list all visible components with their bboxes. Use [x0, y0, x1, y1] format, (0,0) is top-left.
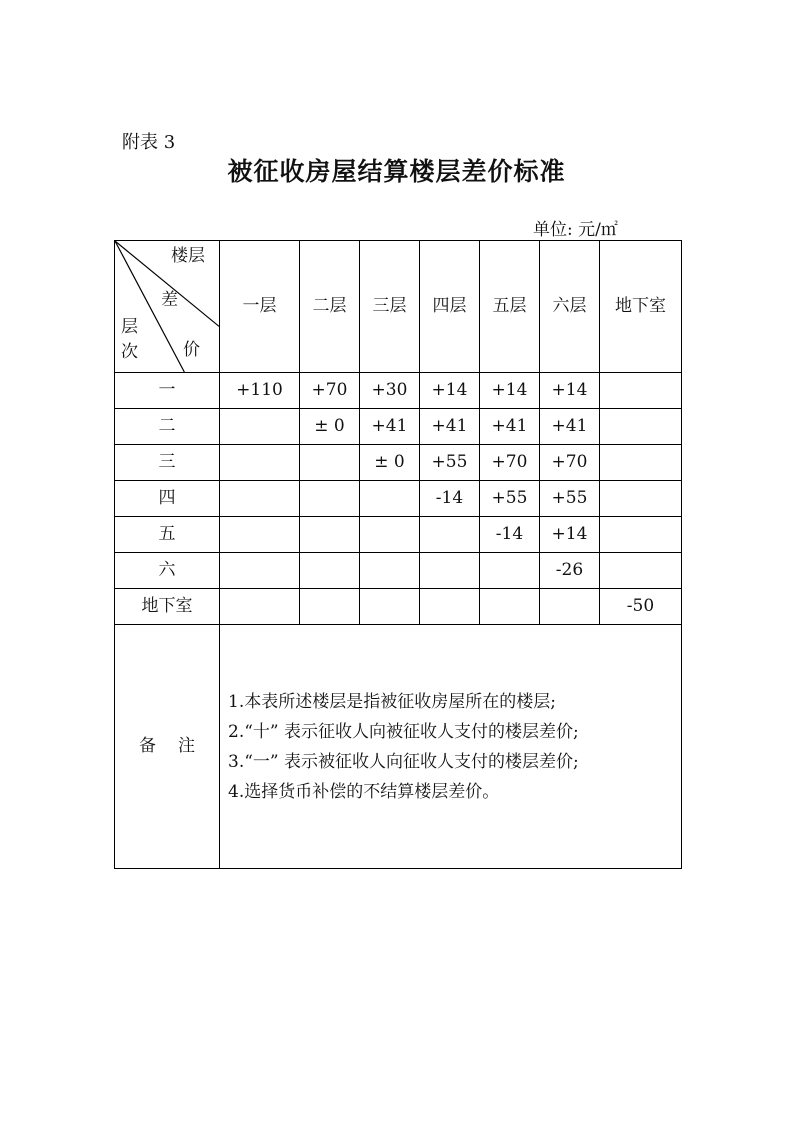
- table-cell: [600, 373, 682, 409]
- table-cell: +110: [220, 373, 300, 409]
- row-label: 五: [115, 517, 220, 553]
- table-cell: +14: [540, 517, 600, 553]
- floor-price-table: [114, 240, 682, 869]
- table-cell: [220, 445, 300, 481]
- table-cell: +70: [480, 445, 540, 481]
- corner-level-label: 层: [121, 317, 138, 337]
- table-cell: [540, 589, 600, 625]
- row-label: 二: [115, 409, 220, 445]
- table-cell: [420, 553, 480, 589]
- table-cell: -50: [600, 589, 682, 625]
- table-cell: [480, 553, 540, 589]
- table-cell: +14: [540, 373, 600, 409]
- remarks-content: [220, 625, 682, 869]
- table-cell: -26: [540, 553, 600, 589]
- table-cell: -14: [420, 481, 480, 517]
- row-label: 一: [115, 373, 220, 409]
- table-cell: +41: [540, 409, 600, 445]
- column-header: 地下室: [600, 241, 682, 373]
- row-label: 四: [115, 481, 220, 517]
- table-cell: [300, 589, 360, 625]
- table-cell: [220, 481, 300, 517]
- table-cell: +70: [300, 373, 360, 409]
- attachment-label: 附表 3: [122, 132, 176, 153]
- table-cell: +14: [420, 373, 480, 409]
- table-cell: ± 0: [360, 445, 420, 481]
- column-header: 六层: [540, 241, 600, 373]
- table-cell: [220, 409, 300, 445]
- table-cell: +41: [480, 409, 540, 445]
- table-cell: ± 0: [300, 409, 360, 445]
- table-row: [115, 445, 682, 481]
- column-header: 四层: [420, 241, 480, 373]
- table-cell: +55: [540, 481, 600, 517]
- corner-floor-label: 楼层: [171, 246, 205, 266]
- table-cell: +41: [360, 409, 420, 445]
- header-row: [115, 241, 682, 373]
- table-cell: +55: [420, 445, 480, 481]
- table-row: [115, 517, 682, 553]
- table-cell: +41: [420, 409, 480, 445]
- table-row: [115, 553, 682, 589]
- column-header: 三层: [360, 241, 420, 373]
- corner-cell: [115, 241, 220, 373]
- row-label: 三: [115, 445, 220, 481]
- table-cell: [600, 553, 682, 589]
- table-cell: [420, 517, 480, 553]
- table-cell: +70: [540, 445, 600, 481]
- remark-item: 2.“十” 表示征收人向被征收人支付的楼层差价;: [228, 721, 579, 742]
- table-cell: [300, 445, 360, 481]
- table-cell: [360, 481, 420, 517]
- remark-item: 3.“一” 表示被征收人向征收人支付的楼层差价;: [228, 751, 579, 772]
- table-cell: [600, 445, 682, 481]
- unit-label: 单位: 元/㎡: [533, 220, 618, 240]
- table-cell: +55: [480, 481, 540, 517]
- table-cell: [300, 553, 360, 589]
- table-cell: [300, 481, 360, 517]
- table-cell: +14: [480, 373, 540, 409]
- row-label: 六: [115, 553, 220, 589]
- remarks-row: [115, 625, 682, 869]
- corner-order-label: 次: [121, 342, 138, 362]
- remark-item: 1.本表所述楼层是指被征收房屋所在的楼层;: [228, 691, 556, 712]
- table-cell: [480, 589, 540, 625]
- table-row: [115, 589, 682, 625]
- table-cell: [220, 517, 300, 553]
- column-header: 一层: [220, 241, 300, 373]
- table-cell: +30: [360, 373, 420, 409]
- table-cell: [300, 517, 360, 553]
- table-cell: [600, 481, 682, 517]
- table-row: [115, 481, 682, 517]
- remarks-label: 备注: [115, 625, 220, 869]
- table-cell: [600, 409, 682, 445]
- table-cell: -14: [480, 517, 540, 553]
- table-cell: [360, 517, 420, 553]
- column-header: 二层: [300, 241, 360, 373]
- corner-price-label: 价: [183, 340, 200, 360]
- table-cell: [360, 553, 420, 589]
- table-row: [115, 373, 682, 409]
- corner-diff-label: 差: [161, 290, 178, 310]
- column-header: 五层: [480, 241, 540, 373]
- row-label: 地下室: [115, 589, 220, 625]
- remark-item: 4.选择货币补偿的不结算楼层差价。: [228, 781, 500, 802]
- table-cell: [220, 589, 300, 625]
- table-cell: [220, 553, 300, 589]
- table-cell: [420, 589, 480, 625]
- table-cell: [360, 589, 420, 625]
- table-cell: [600, 517, 682, 553]
- table-row: [115, 409, 682, 445]
- page-title: 被征收房屋结算楼层差价标准: [227, 157, 566, 186]
